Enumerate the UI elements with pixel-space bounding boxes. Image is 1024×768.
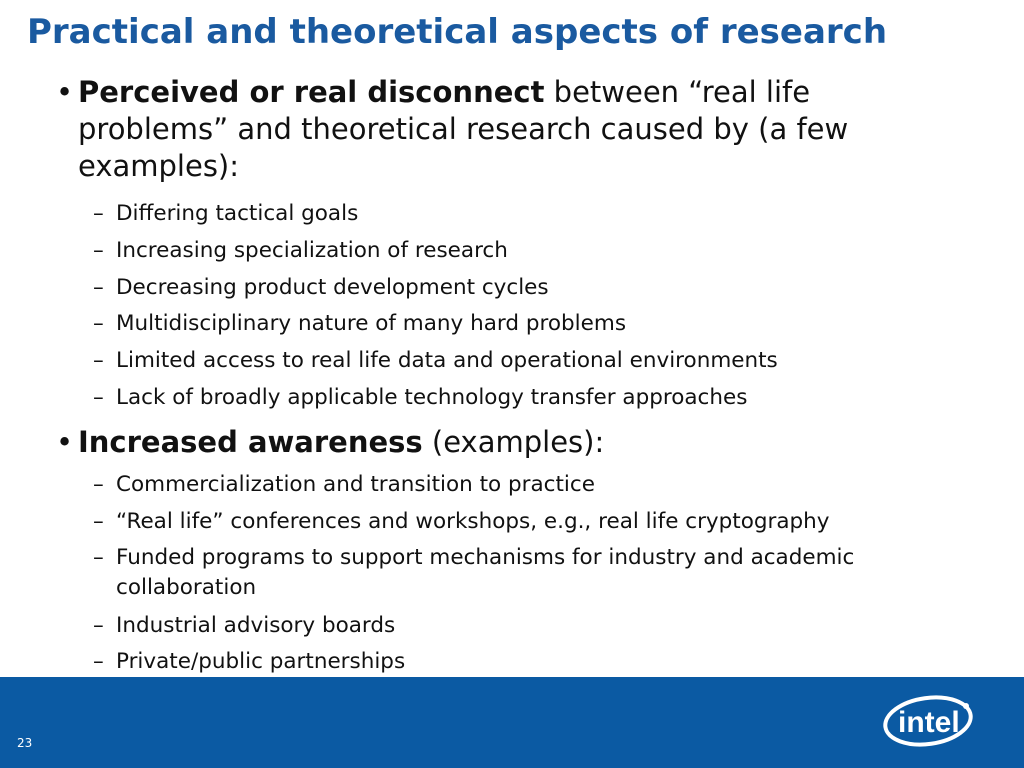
- dash-icon: –: [93, 348, 104, 373]
- page-number: 23: [17, 736, 33, 750]
- dash-icon: –: [93, 649, 104, 674]
- sub-item-text: Commercialization and transition to practice: [116, 472, 595, 497]
- sub-item-text: Industrial advisory boards: [116, 613, 396, 638]
- dash-icon: –: [93, 472, 104, 497]
- dash-icon: –: [93, 201, 104, 226]
- bullet-dot-icon: •: [56, 75, 74, 109]
- sub-item-text: Private/public partnerships: [116, 649, 406, 674]
- bullet-dot-icon: •: [56, 425, 74, 459]
- sub-item-text: Decreasing product development cycles: [116, 275, 549, 300]
- sub-item-text: Lack of broadly applicable technology transfer approaches: [116, 385, 748, 410]
- dash-icon: –: [93, 613, 104, 638]
- dash-icon: –: [93, 509, 104, 534]
- logo-text: intel: [898, 706, 960, 739]
- logo-dot-icon: [963, 703, 969, 709]
- sub-item-text: Limited access to real life data and operational environments: [116, 348, 778, 373]
- dash-icon: –: [93, 238, 104, 263]
- sub-item-text: Funded programs to support mechanisms for industry and academic collaboration: [116, 545, 855, 600]
- sub-item-text: Differing tactical goals: [116, 201, 359, 226]
- intel-logo-icon: [880, 688, 976, 752]
- bullet-regular-text: between “real life problems” and theoretical research caused by (a few examples):: [78, 75, 849, 183]
- dash-icon: –: [93, 385, 104, 410]
- sub-item-text: Multidisciplinary nature of many hard problems: [116, 311, 627, 336]
- sub-item-text: “Real life” conferences and workshops, e.g., real life cryptography: [116, 509, 830, 534]
- dash-icon: –: [93, 275, 104, 300]
- bullet-text: [78, 74, 958, 185]
- bullet-text: [78, 424, 958, 461]
- slide-title: Practical and theoretical aspects of research: [27, 12, 888, 52]
- dash-icon: –: [93, 545, 104, 570]
- bullet-bold-text: Increased awareness: [78, 425, 423, 459]
- bullet-regular-text: (examples):: [422, 425, 605, 459]
- footer-bar: [0, 677, 1024, 768]
- dash-icon: –: [93, 311, 104, 336]
- sub-item-text: Increasing specialization of research: [116, 238, 508, 263]
- bullet-bold-text: Perceived or real disconnect: [78, 75, 545, 109]
